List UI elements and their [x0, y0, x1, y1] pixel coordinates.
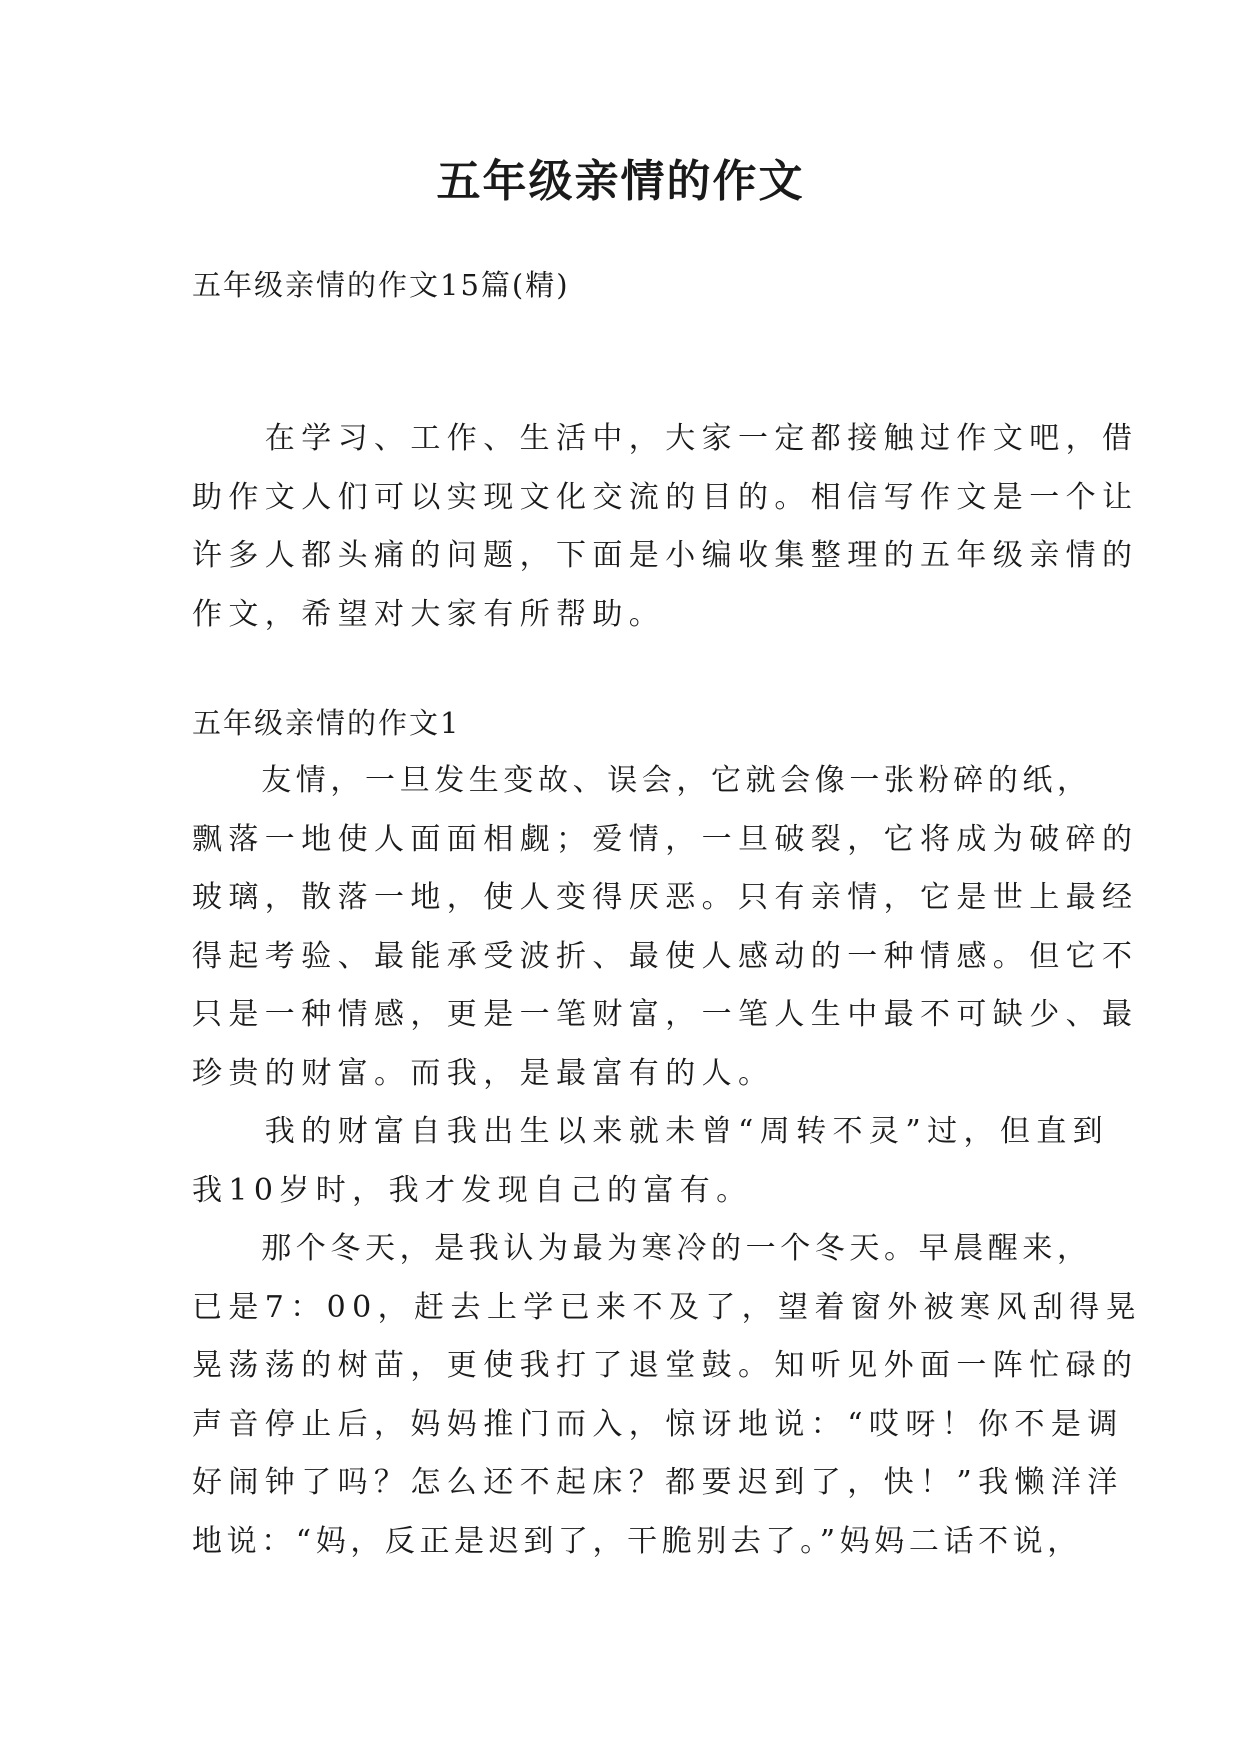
intro-line: 在学习、工作、生活中，大家一定都接触过作文吧，借: [192, 421, 1139, 456]
intro-line: 作文，希望对大家有所帮助。: [192, 596, 666, 632]
essay-line: 声音停止后，妈妈推门而入，惊讶地说：“哎呀！你不是调: [192, 1406, 1124, 1442]
essay-line: 友情，一旦发生变故、误会，它就会像一张粉碎的纸，: [192, 763, 1092, 798]
intro-paragraph: [192, 410, 1139, 644]
essay-line: 珍贵的财富。而我，是最富有的人。: [192, 1055, 775, 1091]
document-subtitle: 五年级亲情的作文15篇(精): [192, 268, 570, 302]
essay-line: 得起考验、最能承受波折、最使人感动的一种情感。但它不: [192, 938, 1139, 974]
essay-line: 地说：“妈，反正是迟到了，干脆别去了。”妈妈二话不说，: [192, 1523, 1082, 1559]
document-title: 五年级亲情的作文: [436, 156, 805, 207]
essay-line: 已是7：00，赶去上学已来不及了，望着窗外被寒风刮得晃: [192, 1289, 1143, 1325]
essay-line: 我10岁时，我才发现自己的富有。: [192, 1172, 753, 1208]
essay-line: 只是一种情感，更是一笔财富，一笔人生中最不可缺少、最: [192, 997, 1139, 1032]
essay-line: 晃荡荡的树苗，更使我打了退堂鼓。知听见外面一阵忙碌的: [192, 1348, 1139, 1383]
intro-line: 助作文人们可以实现文化交流的目的。相信写作文是一个让: [192, 479, 1139, 515]
essay-line: 好闹钟了吗？怎么还不起床？都要迟到了，快！”我懒洋洋: [192, 1465, 1124, 1500]
essay-line: 飘落一地使人面面相觑；爱情，一旦破裂，它将成为破碎的: [192, 821, 1139, 857]
essay-line: 玻璃，散落一地，使人变得厌恶。只有亲情，它是世上最经: [192, 880, 1139, 915]
intro-line: 许多人都头痛的问题，下面是小编收集整理的五年级亲情的: [192, 538, 1139, 573]
essay-body: [192, 752, 1143, 1571]
essay-line: 那个冬天，是我认为最为寒冷的一个冬天。早晨醒来，: [192, 1231, 1092, 1266]
essay-line: 我的财富自我出生以来就未曾“周转不灵”过，但直到: [192, 1114, 1110, 1149]
section-heading: 五年级亲情的作文1: [192, 706, 461, 740]
